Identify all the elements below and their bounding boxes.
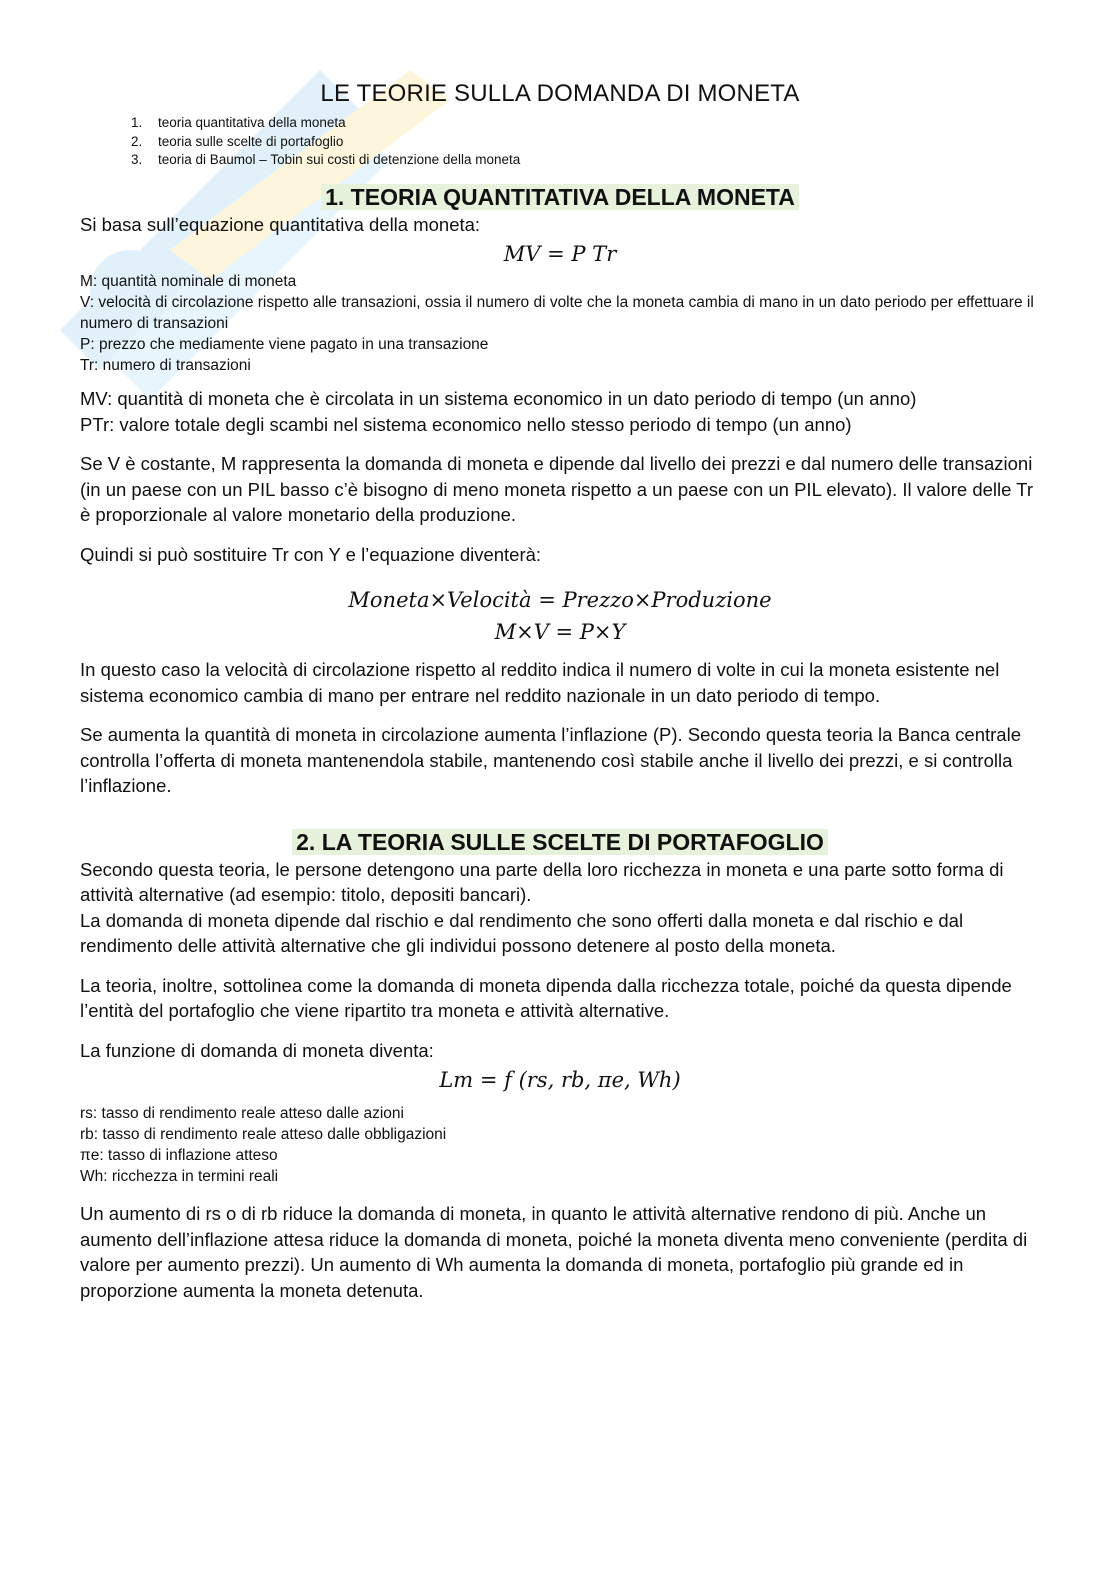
definition-v: V: velocità di circolazione rispetto alle transazioni, ossia il numero di volte che la moneta cambia di mano in un dato periodo per effettuare il numero di transazioni [80,294,1034,332]
toc-item: 2. teoria sulle scelte di portafoglio [146,133,1040,152]
section-2-paragraph-3: La teoria, inoltre, sottolinea come la domanda di moneta dipenda dalla ricchezza totale, poiché da questa dipende l’entità del portafoglio che viene ripartito tra moneta e attività alternative. [80,974,1012,1021]
toc-item: 1. teoria quantitativa della moneta [146,114,1040,133]
section-2-paragraph-5: Un aumento di rs o di rb riduce la domanda di moneta, in quanto le attività alternative rendono di più. Anche un aumento dell’inflazione attesa riduce la domanda di moneta, poiché la moneta diventa meno conveniente (perdita di valore per aumento prezzi). Un aumento di Wh aumenta la domanda di moneta, portafoglio più grande ed in proporzione aumenta la moneta detenuta. [80,1203,1028,1301]
definition-m: M: quantità nominale di moneta [80,273,297,290]
definition-rs: rs: tasso di rendimento reale atteso dalle azioni [80,1105,404,1122]
ptr-definition: PTr: valore totale degli scambi nel sistema economico nello stesso periodo di tempo (un anno) [80,413,852,435]
definition-p: P: prezzo che mediamente viene pagato in una transazione [80,336,489,353]
toc-item: 3. teoria di Baumol – Tobin sui costi di detenzione della moneta [146,151,1040,170]
section-1-heading: 1. TEORIA QUANTITATIVA DELLA MONETA [80,182,1040,212]
document-page [80,80,1040,1303]
table-of-contents [80,114,1040,170]
definition-wh: Wh: ricchezza in termini reali [80,1168,279,1185]
section-1-paragraph-4: Se aumenta la quantità di moneta in circolazione aumenta l’inflazione (P). Secondo questa teoria la Banca centrale controlla l’offerta di moneta mantenendola stabile, mantenendo così stabile anche il livello dei prezzi, e si controlla l’inflazione. [80,724,1021,796]
section-2-paragraph-1: Secondo questa teoria, le persone detengono una parte della loro ricchezza in moneta e una parte sotto forma di attività alternative (ad esempio: titolo, depositi bancari). [80,858,1004,905]
formula-lm: Lm = f (rs, rb, πe, Wh) [439,1068,681,1092]
section-1-paragraph-2: Quindi si può sostituire Tr con Y e l’equazione diventerà: [80,543,542,565]
section-2-heading: 2. LA TEORIA SULLE SCELTE DI PORTAFOGLIO [80,827,1040,857]
formula-mxv-pxy: M×V = P×Y [494,620,626,644]
definition-rb: rb: tasso di rendimento reale atteso dalle obbligazioni [80,1126,447,1143]
section-1-paragraph-3: In questo caso la velocità di circolazione rispetto al reddito indica il numero di volte in cui la moneta esistente nel sistema economico cambia di mano per entrare nel reddito nazionale in un dato periodo di tempo. [80,659,1000,706]
formula-mv-ptr: MV = P Tr [503,242,617,266]
section-1-paragraph-1: Se V è costante, M rappresenta la domanda di moneta e dipende dal livello dei prezzi e dal numero delle transazioni (in un paese con un PIL basso c’è bisogno di meno moneta rispetto a un paese con un PIL elevato). Il valore delle Tr è proporzionale al valore monetario della produzione. [80,453,1033,525]
mv-definition: MV: quantità di moneta che è circolata in un sistema economico in un dato periodo di tempo (un anno) [80,388,917,409]
formula-moneta-velocita: Moneta×Velocità = Prezzo×Produzione [348,588,772,612]
definition-pie: πe: tasso di inflazione atteso [80,1147,278,1164]
definition-tr: Tr: numero di transazioni [80,357,251,374]
section-2-paragraph-4: La funzione di domanda di moneta diventa: [80,1039,434,1061]
document-title: LE TEORIE SULLA DOMANDA DI MONETA [320,80,800,107]
section-2-paragraph-2: La domanda di moneta dipende dal rischio e dal rendimento che sono offerti dalla moneta e dal rischio e dal rendimento delle attività alternative che gli individui possono detenere al posto della moneta. [80,909,964,956]
section-1-intro: Si basa sull’equazione quantitativa della moneta: [80,213,481,235]
